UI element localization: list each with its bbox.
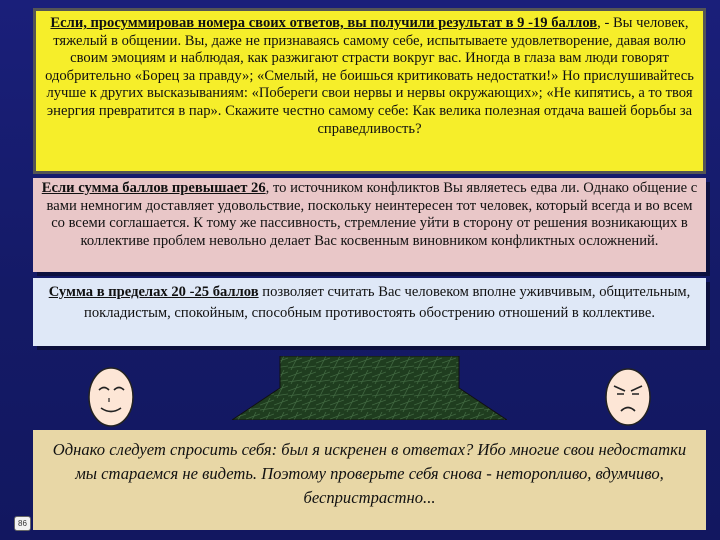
result-9-19-text: , - Вы человек, тяжелый в общении. Вы, даже не признаваясь самому себе, испытываете удовлетворение, давая волю своим эмоциям и наблюдая, как разжигают страсти вокруг вас. Иногда в глаза вам люди говорят одобрительно «Борец за правду»; «Смелый, не боишься критиковать недостатки!» Но прислушивайтесь лучше к других высказываниям: «Побереги свои нервы и нервы окружающих»; «Не кипятись, а то твоя энергия превратится в пар». Скажите честно самому себе: Как велика полезная отдача вашей борьбы за справедливость?: [45, 15, 694, 137]
page-number-badge: 86: [14, 516, 31, 531]
conclusion-box: [33, 430, 706, 530]
result-9-19-box: [33, 8, 706, 174]
frowning-face-icon: [603, 366, 653, 428]
result-20-25-box: [33, 278, 706, 346]
result-20-25-lead: Сумма в пределах 20 -25 баллов: [48, 284, 259, 300]
result-over-26-box: [33, 178, 706, 272]
result-over-26-text: , то источником конфликтов Вы являетесь едва ли. Однако общение с вами немногим доставляет удовольствие, поскольку неинтересен тот человек, который всегда и во всем со всеми соглашается. К тому же пассивность, стремление уйти в сторону от решения возникающих в коллективе проблем невольно делает Вас косвенным виновником конфликтных осложнений.: [46, 180, 698, 249]
smiling-face-icon: [86, 365, 136, 429]
result-20-25-text: позволяет считать Вас человеком вполне уживчивым, общительным, покладистым, спокойным, способным противостоять обострению отношений в коллективе.: [84, 284, 691, 321]
result-over-26-lead: Если сумма баллов превышает 26: [41, 180, 266, 196]
double-arrow-icon: [232, 356, 507, 420]
conclusion-text: Однако следует спросить себя: был я искренен в ответах? Ибо многие свои недостатки мы стараемся не видеть. Поэтому проверьте себя снова - неторопливо, вдумчиво, беспристрастно...: [52, 440, 687, 507]
result-9-19-lead: Если, просуммировав номера своих ответов, вы получили результат в 9 -19 баллов: [50, 15, 598, 31]
